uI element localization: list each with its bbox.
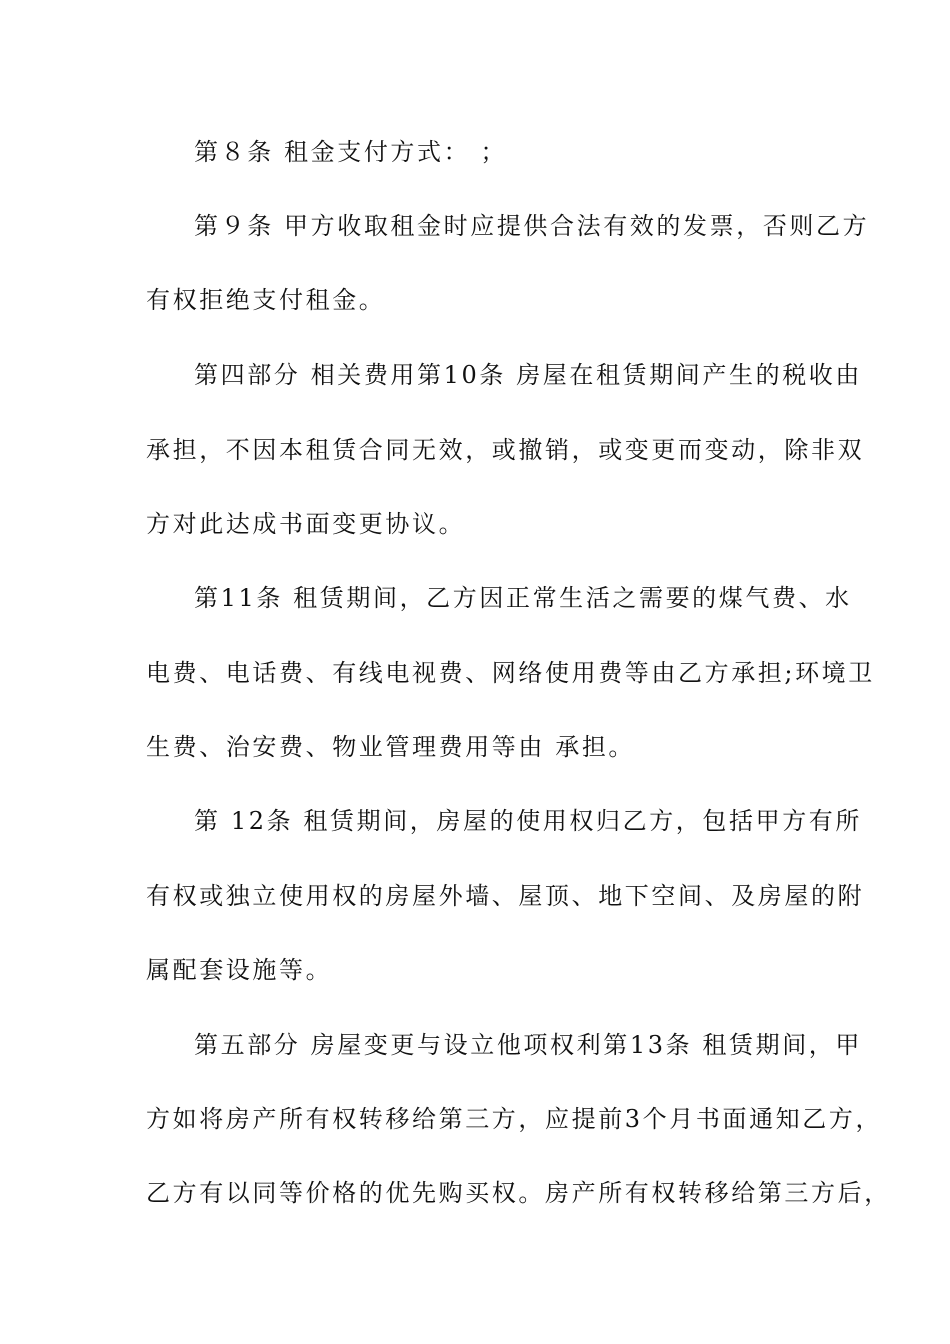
text-line-article-11: 第11条 租赁期间，乙方因正常生活之需要的煤气费、水 — [194, 584, 852, 612]
text-line-part-5: 第五部分 房屋变更与设立他项权利第13条 租赁期间，甲 — [194, 1031, 862, 1059]
text-line-article-8: 第８条 租金支付方式： ； — [194, 138, 508, 166]
text-line-article-9: 第９条 甲方收取租金时应提供合法有效的发票，否则乙方 — [194, 212, 870, 240]
text-line: 有权拒绝支付租金。 — [146, 286, 386, 314]
text-line: 乙方有以同等价格的优先购买权。房产所有权转移给第三方后， — [146, 1179, 891, 1207]
text-line: 电费、电话费、有线电视费、网络使用费等由乙方承担;环境卫 — [146, 659, 875, 687]
text-line: 方如将房产所有权转移给第三方，应提前3个月书面通知乙方， — [146, 1105, 883, 1133]
text-line: 有权或独立使用权的房屋外墙、屋顶、地下空间、及房屋的附 — [146, 882, 865, 910]
text-line-part-4: 第四部分 相关费用第10条 房屋在租赁期间产生的税收由 — [194, 361, 862, 389]
text-line: 属配套设施等。 — [146, 956, 333, 984]
text-line: 承担，不因本租赁合同无效，或撤销，或变更而变动，除非双 — [146, 436, 865, 464]
text-line: 生费、治安费、物业管理费用等由 承担。 — [146, 733, 636, 761]
text-line: 方对此达成书面变更协议。 — [146, 510, 466, 538]
text-line-article-12: 第 12条 租赁期间，房屋的使用权归乙方，包括甲方有所 — [194, 807, 862, 835]
